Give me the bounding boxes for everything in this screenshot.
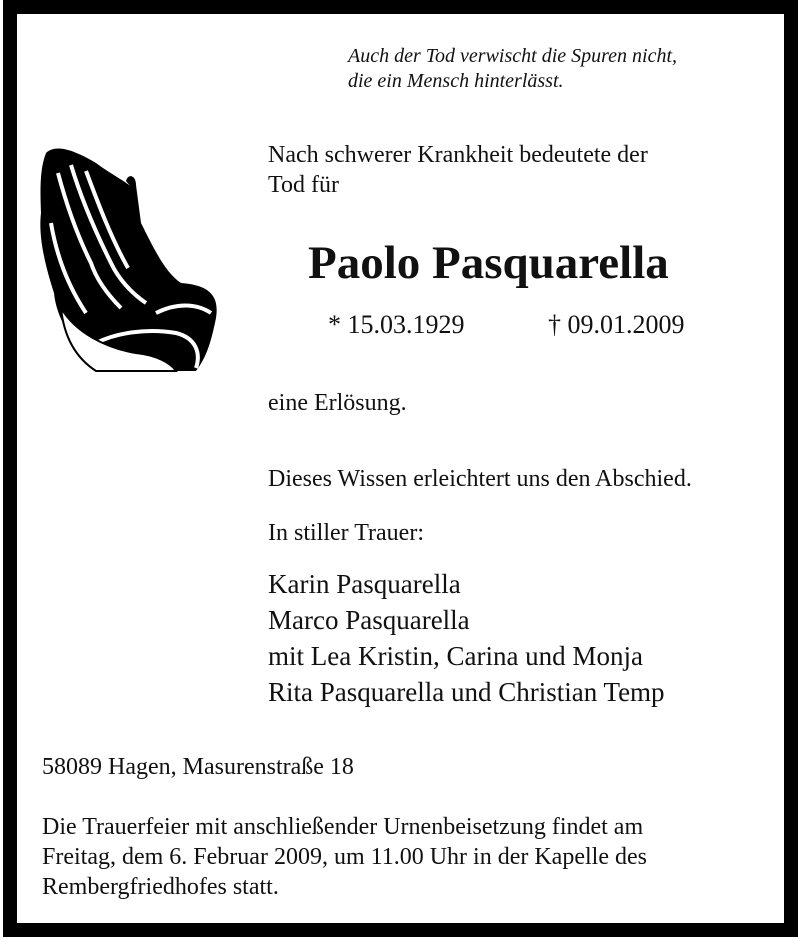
quote-line: die ein Mensch hinterlässt. bbox=[348, 70, 564, 92]
intro-line: Tod für bbox=[268, 172, 339, 198]
farewell-text: Dieses Wissen erleichtert uns den Abschied. bbox=[268, 466, 692, 492]
mourning-label: In stiller Trauer: bbox=[268, 520, 424, 546]
address: 58089 Hagen, Masurenstraße 18 bbox=[42, 754, 354, 780]
mourner: Karin Pasquarella bbox=[268, 569, 461, 599]
mourner: mit Lea Kristin, Carina und Monja bbox=[268, 641, 643, 671]
death-date: † 09.01.2009 bbox=[548, 310, 685, 339]
ceremony-text bbox=[42, 812, 647, 902]
ceremony-line: Rembergfriedhofes statt. bbox=[42, 874, 279, 900]
quote bbox=[348, 44, 677, 94]
intro-line: Nach schwerer Krankheit bedeutete der bbox=[268, 142, 648, 168]
deceased-name: Paolo Pasquarella bbox=[308, 237, 669, 289]
birth-date: * 15.03.1929 bbox=[328, 310, 465, 339]
mourner: Marco Pasquarella bbox=[268, 605, 470, 635]
mourner: Rita Pasquarella und Christian Temp bbox=[268, 677, 665, 707]
ceremony-line: Freitag, dem 6. Februar 2009, um 11.00 Uhr in der Kapelle des bbox=[42, 844, 647, 870]
praying-hands-icon bbox=[36, 143, 220, 373]
quote-line: Auch der Tod verwischt die Spuren nicht, bbox=[348, 45, 678, 67]
mourners-list bbox=[268, 566, 665, 710]
relief-text: eine Erlösung. bbox=[268, 390, 407, 416]
ceremony-line: Die Trauerfeier mit anschließender Urnenbeisetzung findet am bbox=[42, 814, 644, 840]
intro-text bbox=[268, 140, 648, 200]
